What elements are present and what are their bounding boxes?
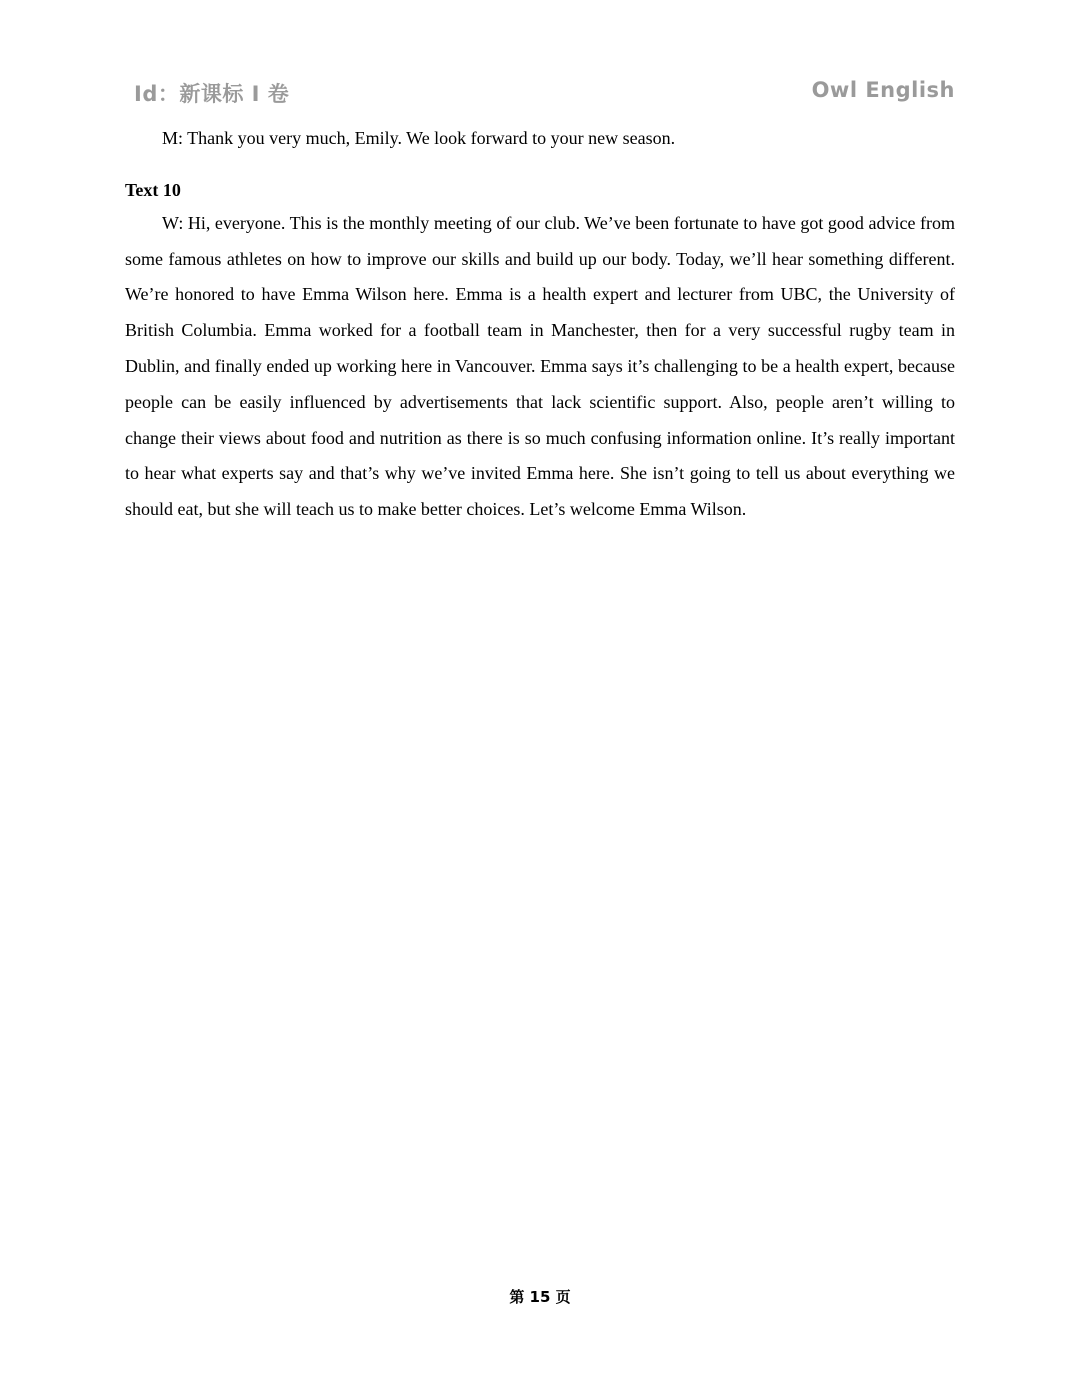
document-body [125,121,955,528]
dialogue-line: M: Thank you very much, Emily. We look forward to your new season. [162,128,676,148]
header-id-label: Id：新课标 I 卷 [134,82,290,106]
monologue-paragraph: W: Hi, everyone. This is the monthly meeting of our club. We’ve been fortunate to have got good advice from some famous athletes on how to improve our skills and build up our body. Today, we’ll hear something different. We’re honored to have Emma Wilson here. Emma is a health expert and lecturer from UBC, the University of British Columbia. Emma worked for a football team in Manchester, then for a very successful rugby team in Dublin, and finally ended up working here in Vancouver. Emma says it’s challenging to be a health expert, because people can be easily influenced by advertisements that lack scientific support. Also, people aren’t willing to change their views about food and nutrition as there is so much confusing information online. It’s really important to hear what experts say and that’s why we’ve invited Emma here. She isn’t going to tell us about everything we should eat, but she will teach us to make better choices. Let’s welcome Emma Wilson. [125,212,955,520]
header-brand: Owl English [811,78,955,102]
section-title: Text 10 [125,179,181,200]
page-number: 第 15 页 [509,1288,571,1306]
